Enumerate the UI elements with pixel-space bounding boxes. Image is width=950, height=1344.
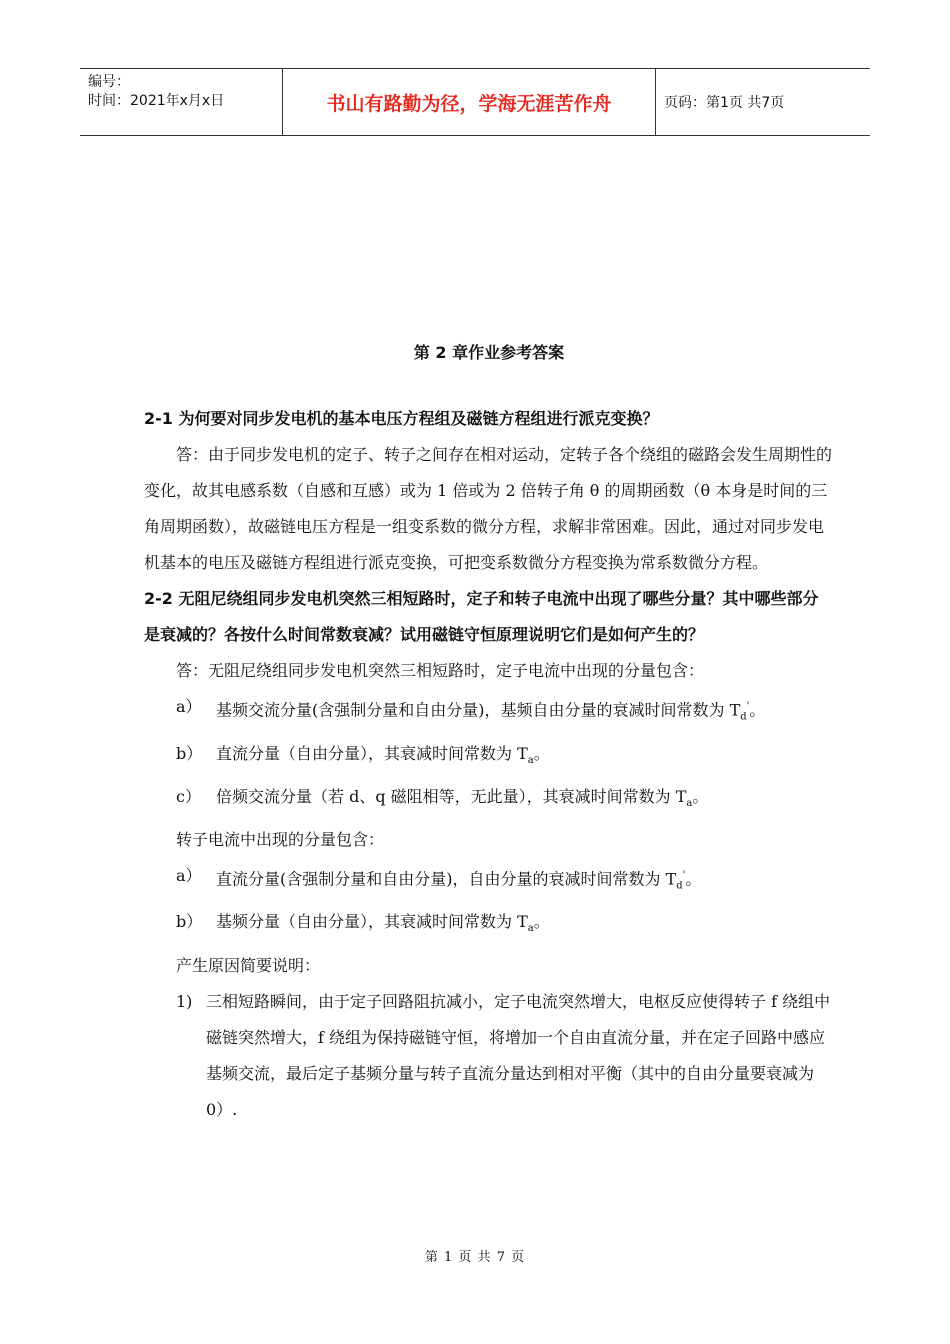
reason-item [144, 984, 834, 1128]
subscript: d [740, 711, 747, 723]
question-2-1: 2-1 为何要对同步发电机的基本电压方程组及磁链方程组进行派克变换？ [144, 409, 659, 428]
subscript: a [527, 923, 534, 935]
subscript: a [527, 754, 534, 766]
list-text: 基频分量（自由分量），其衰减时间常数为 T [216, 912, 528, 932]
list-marker: b） [176, 912, 203, 932]
list-text: 三相短路瞬间，由于定子回路阻抗减小，定子电流突然增大，电枢反应使得转子 f 绕组中磁链突然增大，f 绕组为保持磁链守恒，将增加一个自由直流分量，并在定子回路中感应基频交流，最后定子基频分量与转子直流分量达到相对平衡（其中的自由分量要衰减为 0）. [206, 991, 831, 1119]
subscript: d [676, 880, 683, 892]
list-end: 。 [692, 786, 709, 806]
document-body [144, 340, 834, 1128]
superscript: ' [682, 869, 686, 881]
stator-item [144, 689, 834, 736]
list-end: 。 [533, 912, 550, 932]
list-marker: 1) [176, 991, 193, 1011]
subscript: a [686, 797, 693, 809]
header-motto: 书山有路勤为径，学海无涯苦作舟 [282, 69, 656, 135]
doc-time-label: 时间：2021年x月x日 [88, 93, 225, 109]
doc-number-label: 编号： [88, 74, 130, 90]
rotor-item [144, 904, 834, 947]
list-marker: a） [176, 697, 202, 716]
header-meta [80, 69, 282, 135]
page-header [80, 68, 870, 136]
doc-title: 第 2 章作业参考答案 [413, 343, 565, 362]
list-text: 直流分量(含强制分量和自由分量)，自由分量的衰减时间常数为 T [216, 869, 677, 889]
reason-intro: 产生原因简要说明： [176, 955, 321, 975]
rotor-item [144, 858, 834, 905]
list-marker: a） [176, 865, 202, 885]
stator-item [144, 779, 834, 822]
list-end: 。 [685, 869, 702, 889]
list-marker: b） [176, 743, 203, 763]
answer-2-1: 答：由于同步发电机的定子、转子之间存在相对运动，定转子各个绕组的磁路会发生周期性的变化，故其电感系数（自感和互感）或为 1 倍或为 2 倍转子角 θ 的周期函数（θ 本身是时间的三角周期函数），故磁链电压方程是一组变系数的微分方程，求解非常困难。因此，通过对同步发电机基本的电压及磁链方程组进行派克变换，可把变系数微分方程变换为常系数微分方程。 [144, 445, 833, 572]
list-marker: c） [176, 786, 201, 806]
list-end: 。 [749, 700, 766, 720]
header-page-label: 页码：第1页 共7页 [664, 95, 785, 111]
list-text: 倍频交流分量（若 d、q 磁阻相等，无此量），其衰减时间常数为 T [216, 786, 687, 806]
list-end: 。 [533, 743, 550, 763]
list-text: 基频交流分量(含强制分量和自由分量)，基频自由分量的衰减时间常数为 T [216, 700, 741, 720]
question-2-2: 2-2 无阻尼绕组同步发电机突然三相短路时，定子和转子电流中出现了哪些分量？其中哪些部分是衰减的？各按什么时间常数衰减？试用磁链守恒原理说明它们是如何产生的？ [144, 589, 819, 644]
page-footer: 第 1 页 共 7 页 [424, 1250, 526, 1265]
answer-2-2-intro: 答：无阻尼绕组同步发电机突然三相短路时，定子电流中出现的分量包含： [176, 661, 705, 680]
superscript: ' [746, 701, 750, 712]
rotor-intro: 转子电流中出现的分量包含： [176, 829, 385, 849]
list-text: 直流分量（自由分量），其衰减时间常数为 T [216, 743, 528, 763]
stator-item [144, 736, 834, 779]
